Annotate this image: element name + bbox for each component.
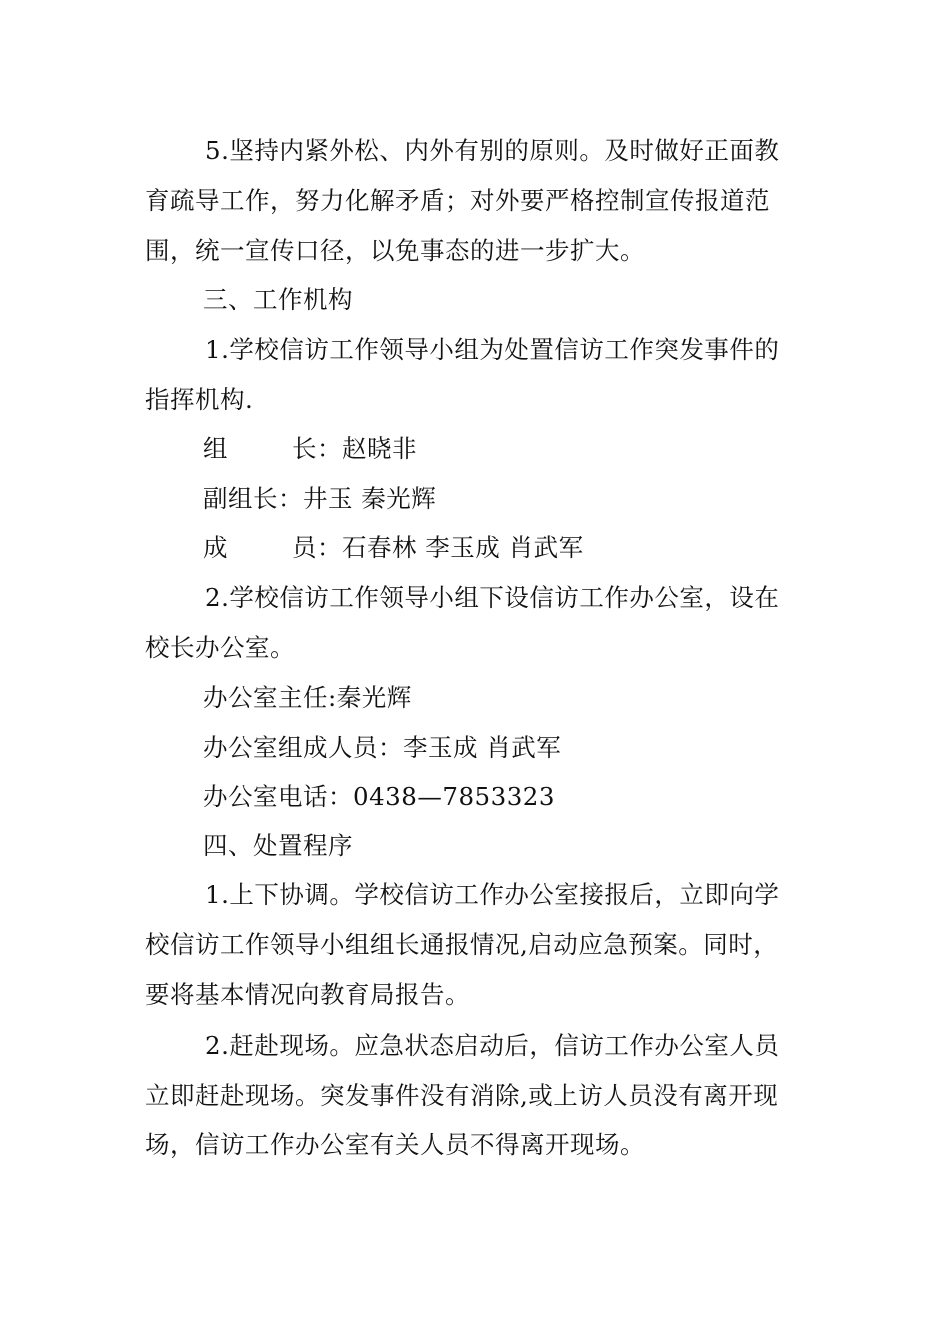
- office-staff: 办公室组成人员：李玉成 肖武军: [203, 733, 562, 762]
- roster-label-part: 成: [203, 533, 228, 562]
- paragraph-line: 1.上下协调。学校信访工作办公室接报后，立即向学: [205, 880, 780, 909]
- paragraph-line: 2.学校信访工作领导小组下设信访工作办公室，设在: [205, 583, 780, 612]
- office-phone: 办公室电话：0438—7853323: [203, 782, 555, 811]
- paragraph-line: 校长办公室。: [145, 633, 295, 662]
- paragraph-line: 5.坚持内紧外松、内外有别的原则。及时做好正面教: [205, 136, 780, 165]
- paragraph-line: 场，信访工作办公室有关人员不得离开现场。: [145, 1130, 645, 1159]
- section-heading: 三、工作机构: [203, 285, 353, 314]
- paragraph-line: 围，统一宣传口径，以免事态的进一步扩大。: [145, 236, 645, 265]
- roster-value: 长：赵晓非: [292, 434, 417, 463]
- paragraph-line: 1.学校信访工作领导小组为处置信访工作突发事件的: [205, 335, 780, 364]
- roster-value: 员：石春林 李玉成 肖武军: [292, 533, 584, 562]
- paragraph-line: 立即赶赴现场。突发事件没有消除,或上访人员没有离开现: [145, 1081, 779, 1110]
- paragraph-line: 2.赶赴现场。应急状态启动后，信访工作办公室人员: [205, 1031, 780, 1060]
- roster-label-part: 组: [203, 434, 228, 463]
- paragraph-line: 要将基本情况向教育局报告。: [145, 980, 470, 1009]
- section-heading: 四、处置程序: [203, 831, 353, 860]
- roster-members: [203, 533, 584, 563]
- roster-deputy: 副组长：井玉 秦光辉: [203, 484, 437, 513]
- paragraph-line: 指挥机构.: [145, 385, 254, 414]
- paragraph-line: 校信访工作领导小组组长通报情况,启动应急预案。同时，: [145, 930, 779, 959]
- paragraph-line: 育疏导工作，努力化解矛盾；对外要严格控制宣传报道范: [145, 186, 770, 215]
- roster-leader: [203, 434, 417, 464]
- office-director: 办公室主任:秦光辉: [203, 683, 412, 712]
